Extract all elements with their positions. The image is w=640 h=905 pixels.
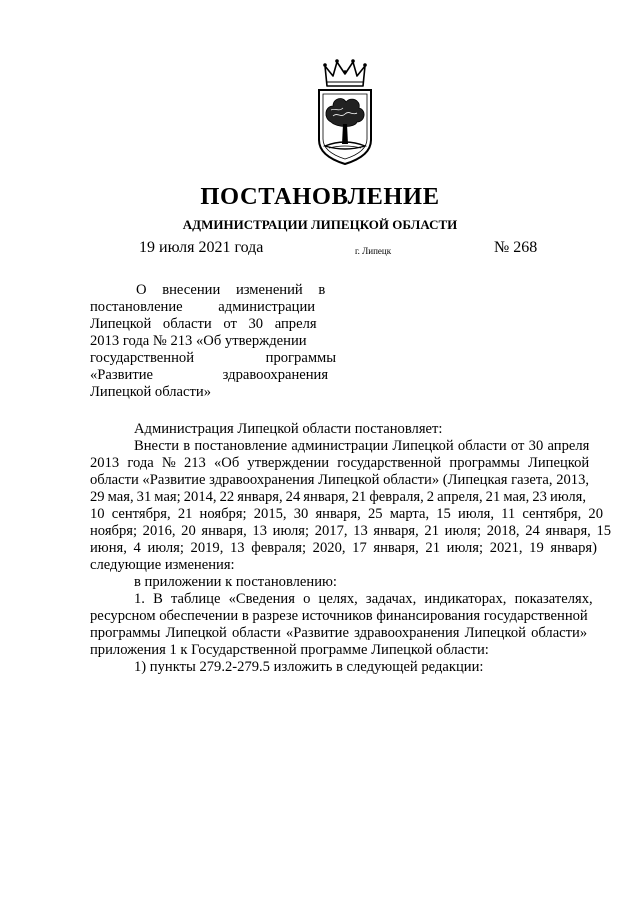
body-paragraph-line: Внести в постановление администрации Липецкой области от 30 апреля [134, 438, 590, 454]
heading-line: Липецкой области» [90, 384, 211, 400]
heading-line: постановление администрации [90, 299, 316, 315]
document-title: ПОСТАНОВЛЕНИЕ [200, 183, 440, 210]
body-paragraph-line: 1. В таблице «Сведения о целях, задачах, индикаторах, показателях, [134, 591, 593, 607]
body-paragraph-line: ресурсном обеспечении в разрезе источников финансирования государственной [90, 608, 588, 624]
body-paragraph-line: области «Развитие здравоохранения Липецкой области» (Липецкая газета, 2013, [90, 472, 590, 488]
body-paragraph-line: приложения 1 к Государственной программе Липецкой области: [90, 642, 489, 658]
document-number: № 268 [494, 239, 538, 256]
document-date: 19 июля 2021 года [139, 239, 264, 256]
body-paragraph-line: следующие изменения: [90, 557, 235, 573]
heading-line: 2013 года № 213 «Об утверждении [90, 333, 307, 349]
body-paragraph-line: 2013 года № 213 «Об утверждении государственной программы Липецкой [90, 455, 590, 471]
document-place: г. Липецк [355, 246, 392, 256]
heading-line: О внесении изменений в [136, 282, 326, 298]
coat-of-arms-icon [313, 56, 377, 168]
body-paragraph-line: 29 мая, 31 мая; 2014, 22 января, 24 января, 21 февраля, 2 апреля, 21 мая, 23 июля, [90, 489, 586, 505]
body-paragraph-line: Администрация Липецкой области постановляет: [134, 421, 443, 437]
heading-line: «Развитие здравоохранения [90, 367, 329, 383]
heading-line: Липецкой области от 30 апреля [90, 316, 317, 332]
body-paragraph-line: 1) пункты 279.2-279.5 изложить в следующей редакции: [134, 659, 484, 675]
heading-line: государственной программы [90, 350, 337, 366]
body-paragraph-line: в приложении к постановлению: [134, 574, 337, 590]
body-paragraph-line: июня, 4 июля; 2019, 13 февраля; 2020, 17 января, 21 июля; 2021, 19 января) [90, 540, 597, 556]
document-issuer: АДМИНИСТРАЦИИ ЛИПЕЦКОЙ ОБЛАСТИ [182, 217, 458, 232]
body-paragraph-line: 10 сентября, 21 ноября; 2015, 30 января, 25 марта, 15 июля, 11 сентября, 20 [90, 506, 604, 522]
body-paragraph-line: программы Липецкой области «Развитие здравоохранения Липецкой области» [90, 625, 588, 641]
body-paragraph-line: ноября; 2016, 20 января, 13 июля; 2017, 13 января, 21 июля; 2018, 24 января, 15 [90, 523, 612, 539]
